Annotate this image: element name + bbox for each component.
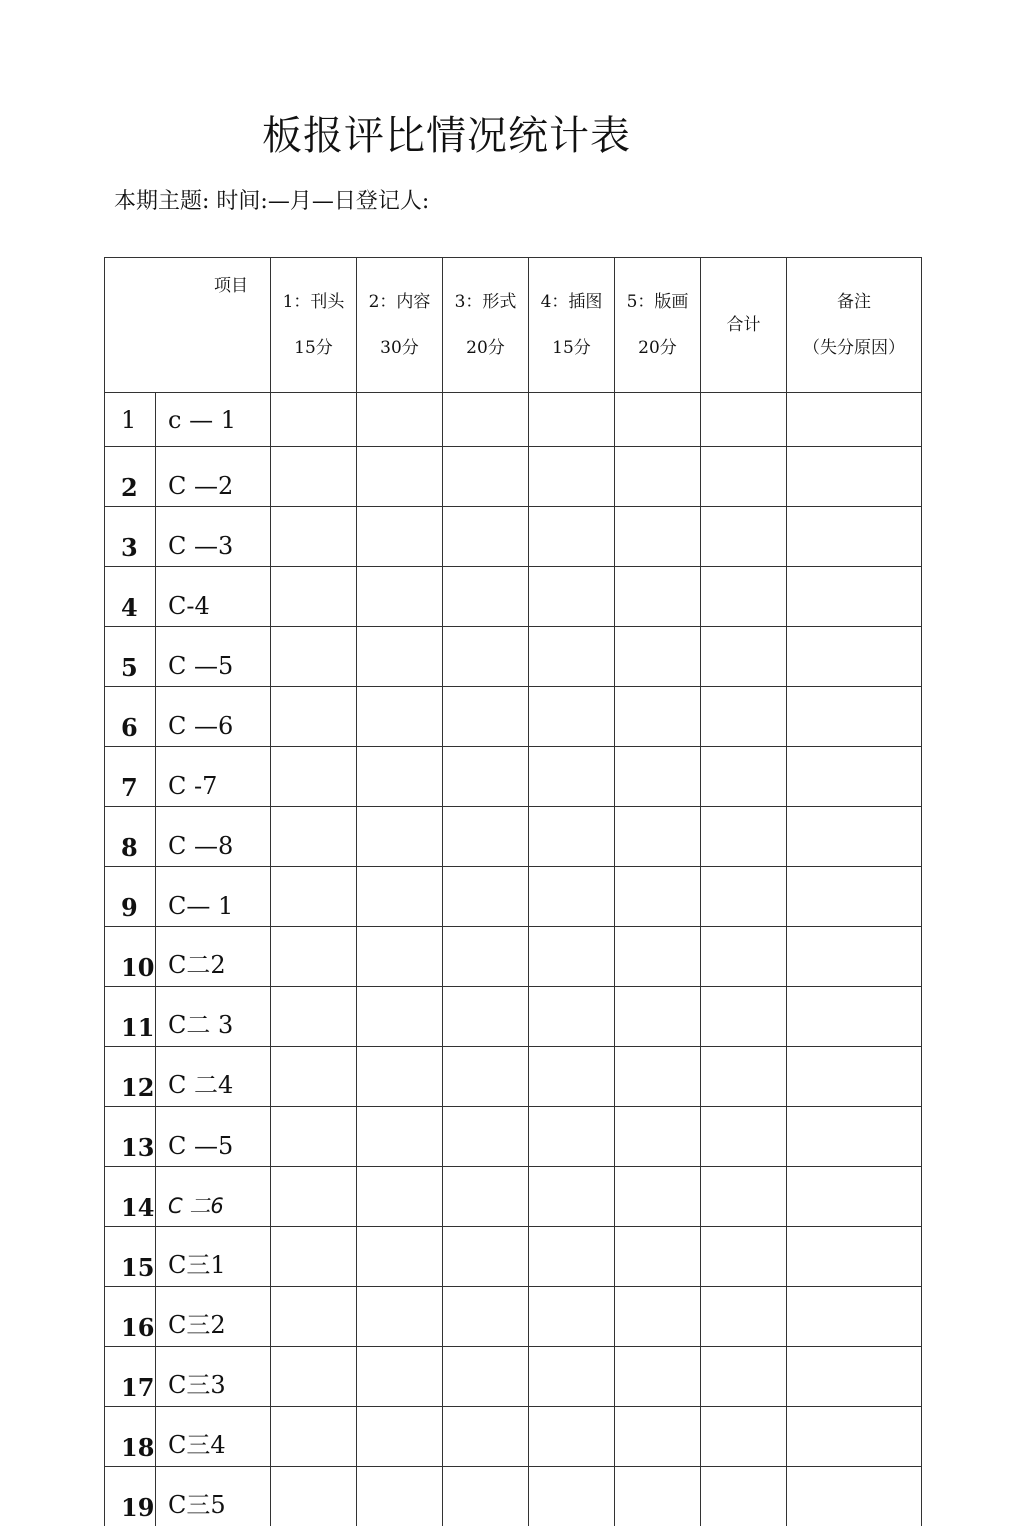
remarks-cell[interactable] xyxy=(787,1227,922,1287)
score-masthead-cell[interactable] xyxy=(271,1047,357,1107)
table-row xyxy=(105,1227,922,1287)
score-total-cell[interactable] xyxy=(701,1227,787,1287)
row-number: 15 xyxy=(105,1227,156,1287)
table-row xyxy=(105,1467,922,1526)
class-code: C -7 xyxy=(156,747,271,807)
score-masthead-cell[interactable] xyxy=(271,507,357,567)
score-layout-cell[interactable] xyxy=(615,1407,701,1467)
class-code: C二 3 xyxy=(156,987,271,1047)
meta-line: 本期主题: 时间:—月—日登记人: xyxy=(114,184,429,215)
score-masthead-cell[interactable] xyxy=(271,987,357,1047)
score-layout-cell[interactable] xyxy=(615,567,701,627)
class-code: C三5 xyxy=(156,1467,271,1526)
remarks-cell[interactable] xyxy=(787,747,922,807)
score-form-cell[interactable] xyxy=(443,1407,529,1467)
remarks-cell[interactable] xyxy=(787,987,922,1047)
score-content-cell[interactable] xyxy=(357,747,443,807)
score-illustration-cell[interactable] xyxy=(529,627,615,687)
remarks-cell[interactable] xyxy=(787,1347,922,1407)
score-total-cell[interactable] xyxy=(701,927,787,987)
score-illustration-cell[interactable] xyxy=(529,393,615,447)
score-table xyxy=(104,257,922,1526)
score-total-cell[interactable] xyxy=(701,567,787,627)
score-layout-cell[interactable] xyxy=(615,1047,701,1107)
header-label: 1：刊头 xyxy=(271,279,356,325)
score-illustration-cell[interactable] xyxy=(529,687,615,747)
class-code: C 二6 xyxy=(156,1167,271,1227)
document-title: 板报评比情况统计表 xyxy=(262,104,631,161)
score-masthead-cell[interactable] xyxy=(271,927,357,987)
score-illustration-cell[interactable] xyxy=(529,867,615,927)
header-col-masthead xyxy=(271,258,357,393)
score-form-cell[interactable] xyxy=(443,1287,529,1347)
table-row xyxy=(105,1407,922,1467)
score-illustration-cell[interactable] xyxy=(529,567,615,627)
header-points: 20分 xyxy=(615,325,700,371)
score-total-cell[interactable] xyxy=(701,1347,787,1407)
score-layout-cell[interactable] xyxy=(615,1107,701,1167)
score-masthead-cell[interactable] xyxy=(271,567,357,627)
score-layout-cell[interactable] xyxy=(615,1467,701,1526)
score-masthead-cell[interactable] xyxy=(271,807,357,867)
score-content-cell[interactable] xyxy=(357,987,443,1047)
score-content-cell[interactable] xyxy=(357,1047,443,1107)
score-masthead-cell[interactable] xyxy=(271,867,357,927)
class-code: c — 1 xyxy=(156,393,271,447)
score-layout-cell[interactable] xyxy=(615,927,701,987)
header-col-illustration xyxy=(529,258,615,393)
score-content-cell[interactable] xyxy=(357,393,443,447)
header-points: 15分 xyxy=(529,325,614,371)
remarks-cell[interactable] xyxy=(787,447,922,507)
score-illustration-cell[interactable] xyxy=(529,447,615,507)
score-total-cell[interactable] xyxy=(701,1467,787,1526)
score-form-cell[interactable] xyxy=(443,1227,529,1287)
score-form-cell[interactable] xyxy=(443,1467,529,1526)
score-total-cell[interactable] xyxy=(701,1407,787,1467)
score-total-cell[interactable] xyxy=(701,1287,787,1347)
score-illustration-cell[interactable] xyxy=(529,1167,615,1227)
remarks-cell[interactable] xyxy=(787,927,922,987)
row-number: 5 xyxy=(105,627,156,687)
row-number: 9 xyxy=(105,867,156,927)
class-code: C三4 xyxy=(156,1407,271,1467)
class-code: C —3 xyxy=(156,507,271,567)
score-content-cell[interactable] xyxy=(357,627,443,687)
score-layout-cell[interactable] xyxy=(615,507,701,567)
header-points: 15分 xyxy=(271,325,356,371)
score-layout-cell[interactable] xyxy=(615,987,701,1047)
score-form-cell[interactable] xyxy=(443,627,529,687)
row-number: 17 xyxy=(105,1347,156,1407)
score-layout-cell[interactable] xyxy=(615,867,701,927)
score-illustration-cell[interactable] xyxy=(529,747,615,807)
row-number: 11 xyxy=(105,987,156,1047)
score-illustration-cell[interactable] xyxy=(529,927,615,987)
score-masthead-cell[interactable] xyxy=(271,1107,357,1167)
score-illustration-cell[interactable] xyxy=(529,1047,615,1107)
remarks-cell[interactable] xyxy=(787,567,922,627)
score-content-cell[interactable] xyxy=(357,1167,443,1227)
score-illustration-cell[interactable] xyxy=(529,1347,615,1407)
class-code: C-4 xyxy=(156,567,271,627)
score-masthead-cell[interactable] xyxy=(271,393,357,447)
header-label: 4：插图 xyxy=(529,279,614,325)
score-layout-cell[interactable] xyxy=(615,747,701,807)
score-form-cell[interactable] xyxy=(443,987,529,1047)
score-layout-cell[interactable] xyxy=(615,393,701,447)
score-form-cell[interactable] xyxy=(443,507,529,567)
header-label: 2：内容 xyxy=(357,279,442,325)
header-label: 备注 xyxy=(787,279,921,325)
score-content-cell[interactable] xyxy=(357,687,443,747)
class-code: C三1 xyxy=(156,1227,271,1287)
header-col-content xyxy=(357,258,443,393)
remarks-cell[interactable] xyxy=(787,627,922,687)
score-form-cell[interactable] xyxy=(443,1047,529,1107)
row-number: 10 xyxy=(105,927,156,987)
score-total-cell[interactable] xyxy=(701,687,787,747)
header-item-cell: 项目 xyxy=(105,258,271,393)
table-header-row xyxy=(105,258,922,393)
table-row xyxy=(105,807,922,867)
score-form-cell[interactable] xyxy=(443,393,529,447)
score-total-cell[interactable] xyxy=(701,1167,787,1227)
row-number: 1 xyxy=(105,393,156,447)
score-layout-cell[interactable] xyxy=(615,807,701,867)
score-total-cell[interactable] xyxy=(701,807,787,867)
score-form-cell[interactable] xyxy=(443,1167,529,1227)
score-illustration-cell[interactable] xyxy=(529,1407,615,1467)
score-total-cell[interactable] xyxy=(701,447,787,507)
score-masthead-cell[interactable] xyxy=(271,1227,357,1287)
score-total-cell[interactable] xyxy=(701,747,787,807)
class-code: C三2 xyxy=(156,1287,271,1347)
table-row xyxy=(105,1287,922,1347)
row-number: 4 xyxy=(105,567,156,627)
table-row xyxy=(105,393,922,447)
score-content-cell[interactable] xyxy=(357,1107,443,1167)
class-code: C —5 xyxy=(156,627,271,687)
score-masthead-cell[interactable] xyxy=(271,627,357,687)
class-code: C —6 xyxy=(156,687,271,747)
table-row xyxy=(105,987,922,1047)
row-number: 14 xyxy=(105,1167,156,1227)
score-layout-cell[interactable] xyxy=(615,447,701,507)
score-layout-cell[interactable] xyxy=(615,1287,701,1347)
score-content-cell[interactable] xyxy=(357,567,443,627)
row-number: 19 xyxy=(105,1467,156,1526)
header-label: 5：版画 xyxy=(615,279,700,325)
score-layout-cell[interactable] xyxy=(615,687,701,747)
score-illustration-cell[interactable] xyxy=(529,1107,615,1167)
remarks-cell[interactable] xyxy=(787,867,922,927)
score-masthead-cell[interactable] xyxy=(271,747,357,807)
row-number: 13 xyxy=(105,1107,156,1167)
table-row xyxy=(105,747,922,807)
table-row xyxy=(105,627,922,687)
score-form-cell[interactable] xyxy=(443,867,529,927)
score-masthead-cell[interactable] xyxy=(271,687,357,747)
score-form-cell[interactable] xyxy=(443,747,529,807)
table-row xyxy=(105,1107,922,1167)
score-illustration-cell[interactable] xyxy=(529,1467,615,1526)
table-row xyxy=(105,687,922,747)
table-row xyxy=(105,447,922,507)
score-total-cell[interactable] xyxy=(701,1107,787,1167)
class-code: C —8 xyxy=(156,807,271,867)
score-masthead-cell[interactable] xyxy=(271,1347,357,1407)
score-masthead-cell[interactable] xyxy=(271,1167,357,1227)
score-total-cell[interactable] xyxy=(701,987,787,1047)
score-form-cell[interactable] xyxy=(443,1347,529,1407)
table-row xyxy=(105,867,922,927)
score-total-cell[interactable] xyxy=(701,393,787,447)
score-layout-cell[interactable] xyxy=(615,1227,701,1287)
score-illustration-cell[interactable] xyxy=(529,1227,615,1287)
score-content-cell[interactable] xyxy=(357,1287,443,1347)
score-illustration-cell[interactable] xyxy=(529,807,615,867)
header-note: （失分原因） xyxy=(787,325,921,371)
score-content-cell[interactable] xyxy=(357,1467,443,1526)
score-masthead-cell[interactable] xyxy=(271,447,357,507)
score-masthead-cell[interactable] xyxy=(271,1467,357,1526)
score-form-cell[interactable] xyxy=(443,1107,529,1167)
header-col-total: 合计 xyxy=(701,258,787,393)
remarks-cell[interactable] xyxy=(787,1467,922,1526)
score-form-cell[interactable] xyxy=(443,687,529,747)
score-illustration-cell[interactable] xyxy=(529,1287,615,1347)
score-content-cell[interactable] xyxy=(357,1227,443,1287)
table-row xyxy=(105,1167,922,1227)
remarks-cell[interactable] xyxy=(787,687,922,747)
score-content-cell[interactable] xyxy=(357,867,443,927)
remarks-cell[interactable] xyxy=(787,1407,922,1467)
class-code: C —5 xyxy=(156,1107,271,1167)
header-col-form xyxy=(443,258,529,393)
score-content-cell[interactable] xyxy=(357,807,443,867)
remarks-cell[interactable] xyxy=(787,1047,922,1107)
header-points: 30分 xyxy=(357,325,442,371)
score-masthead-cell[interactable] xyxy=(271,1407,357,1467)
row-number: 18 xyxy=(105,1407,156,1467)
header-label: 3：形式 xyxy=(443,279,528,325)
score-content-cell[interactable] xyxy=(357,927,443,987)
score-form-cell[interactable] xyxy=(443,927,529,987)
remarks-cell[interactable] xyxy=(787,393,922,447)
score-form-cell[interactable] xyxy=(443,567,529,627)
score-illustration-cell[interactable] xyxy=(529,987,615,1047)
score-total-cell[interactable] xyxy=(701,627,787,687)
class-code: C— 1 xyxy=(156,867,271,927)
header-col-remarks xyxy=(787,258,922,393)
class-code: C —2 xyxy=(156,447,271,507)
score-total-cell[interactable] xyxy=(701,507,787,567)
class-code: C三3 xyxy=(156,1347,271,1407)
score-layout-cell[interactable] xyxy=(615,1347,701,1407)
class-code: C 二4 xyxy=(156,1047,271,1107)
remarks-cell[interactable] xyxy=(787,1287,922,1347)
remarks-cell[interactable] xyxy=(787,1107,922,1167)
class-code: C二2 xyxy=(156,927,271,987)
header-points: 20分 xyxy=(443,325,528,371)
table-row xyxy=(105,1347,922,1407)
score-content-cell[interactable] xyxy=(357,1407,443,1467)
table-row xyxy=(105,1047,922,1107)
score-illustration-cell[interactable] xyxy=(529,507,615,567)
row-number: 3 xyxy=(105,507,156,567)
score-form-cell[interactable] xyxy=(443,447,529,507)
score-content-cell[interactable] xyxy=(357,1347,443,1407)
row-number: 2 xyxy=(105,447,156,507)
score-total-cell[interactable] xyxy=(701,867,787,927)
row-number: 7 xyxy=(105,747,156,807)
row-number: 12 xyxy=(105,1047,156,1107)
score-total-cell[interactable] xyxy=(701,1047,787,1107)
remarks-cell[interactable] xyxy=(787,807,922,867)
row-number: 6 xyxy=(105,687,156,747)
remarks-cell[interactable] xyxy=(787,1167,922,1227)
score-content-cell[interactable] xyxy=(357,447,443,507)
remarks-cell[interactable] xyxy=(787,507,922,567)
score-masthead-cell[interactable] xyxy=(271,1287,357,1347)
table-row xyxy=(105,507,922,567)
score-layout-cell[interactable] xyxy=(615,1167,701,1227)
row-number: 8 xyxy=(105,807,156,867)
row-number: 16 xyxy=(105,1287,156,1347)
table-row xyxy=(105,927,922,987)
header-col-layout xyxy=(615,258,701,393)
score-form-cell[interactable] xyxy=(443,807,529,867)
score-layout-cell[interactable] xyxy=(615,627,701,687)
table-row xyxy=(105,567,922,627)
score-content-cell[interactable] xyxy=(357,507,443,567)
